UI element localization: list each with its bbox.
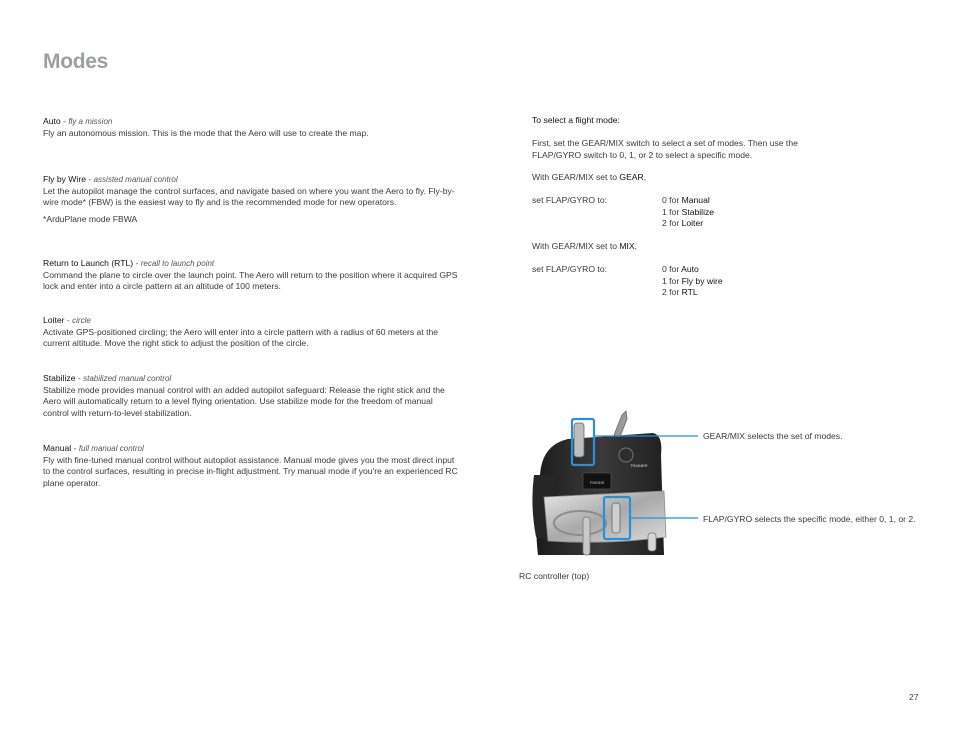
- gear-flap-label: set FLAP/GYRO to:: [532, 195, 607, 205]
- gear-option: 2 for Loiter: [662, 218, 704, 229]
- trainer-badge: TRAINER: [630, 463, 648, 468]
- mode-description: Command the plane to circle over the launch point. The Aero will return to the position where it acquired GPS lock and enter into a circle pattern at an altitude of 100 meters.: [43, 269, 458, 292]
- page-number: 27: [909, 692, 919, 702]
- mix-option: 2 for RTL: [662, 287, 698, 298]
- page-title: Modes: [43, 50, 109, 73]
- left-stick-shape: [583, 517, 590, 555]
- mode-subtitle: fly a mission: [68, 117, 113, 126]
- gear-value: GEAR: [619, 172, 644, 182]
- mix-set-line: With GEAR/MIX set to MIX,: [532, 241, 638, 251]
- screen-text: FMODE: [590, 480, 605, 485]
- mix-value: MIX: [619, 241, 635, 251]
- mode-fly-by-wire: Fly by Wire - assisted manual control Let the autopilot manage the control surfaces, and navigate based on where you want the Aero to fly. Fly-by-wire mode* (FBW) is the easiest way to fly and is the recommended mode for new operators. *ArduPlane mode FBWA: [43, 174, 458, 225]
- figure-caption: RC controller (top): [519, 571, 590, 581]
- mix-option: 1 for Fly by wire: [662, 275, 723, 286]
- mix-options: [662, 264, 723, 299]
- mode-loiter: Loiter - circle Activate GPS-positioned circling; the Aero will enter into a circle pattern with a radius of 60 meters at the current altitude. Move the right stick to adjust the position of the circle.: [43, 315, 458, 350]
- knob-shape: [619, 448, 633, 462]
- mode-description: Let the autopilot manage the control surfaces, and navigate based on where you want the Aero to fly. Fly-by-wire mode* (FBW) is the easiest way to fly and is the recommended mode for new operators.: [43, 185, 455, 208]
- right-stick-shape: [648, 533, 656, 551]
- mode-description: Fly an autonomous mission. This is the mode that the Aero will use to create the map.: [43, 127, 369, 138]
- antenna-shape: [614, 411, 627, 437]
- mode-subtitle: assisted manual control: [93, 175, 178, 184]
- gear-option: 1 for Stabilize: [662, 206, 715, 217]
- mode-auto: Auto - fly a mission Fly an autonomous mission. This is the mode that the Aero will use to create the map.: [43, 116, 458, 139]
- mode-name: Loiter: [43, 315, 65, 325]
- mode-description: Activate GPS-positioned circling; the Aero will enter into a circle pattern with a radius of 60 meters at the current altitude. Move the right stick to adjust the position of the circle.: [43, 326, 439, 349]
- select-heading: To select a flight mode:: [532, 115, 620, 125]
- mode-name: Return to Launch (RTL): [43, 258, 134, 268]
- mode-subtitle: circle: [72, 316, 91, 325]
- flap-gyro-switch-shape: [612, 503, 620, 533]
- mode-manual: Manual - full manual control Fly with fine-tuned manual control without autopilot assistance. Manual mode gives you the most direct input to the control surfaces, resulting in precise in-flight adjustment. Try manual mode if you're an experienced RC plane operator.: [43, 443, 458, 488]
- gear-options: [662, 195, 714, 230]
- mode-subtitle: recall to launch point: [140, 259, 215, 268]
- mix-flap-label: set FLAP/GYRO to:: [532, 264, 607, 274]
- mix-option: 0 for Auto: [662, 264, 699, 274]
- gear-option: 0 for Manual: [662, 195, 710, 205]
- mode-name: Stabilize: [43, 373, 76, 383]
- mode-rtl: Return to Launch (RTL) - recall to launch point Command the plane to circle over the launch point. The Aero will return to the position where it acquired GPS lock and enter into a circle pattern at an altitude of 100 meters.: [43, 258, 458, 292]
- mode-description: Fly with fine-tuned manual control without autopilot assistance. Manual mode gives you the most direct input to the control surfaces, resulting in precise in-flight adjustment. Try manual mode if you're an experienced RC plane operator.: [43, 454, 458, 488]
- select-intro: First, set the GEAR/MIX switch to select a set of modes. Then use the FLAP/GYRO switch to 0, 1, or 2 to select a specific mode.: [532, 138, 798, 160]
- mode-footnote: *ArduPlane mode FBWA: [43, 213, 138, 224]
- gear-set-line: With GEAR/MIX set to GEAR,: [532, 172, 647, 182]
- mode-subtitle: stabilized manual control: [83, 374, 172, 383]
- flap-gyro-callout: FLAP/GYRO selects the specific mode, either 0, 1, or 2.: [703, 514, 916, 524]
- mode-description: Stabilize mode provides manual control with an added autopilot safeguard: Release the right stick and the Aero will automatically return to a level flying orientation. Use stabilize mode for the freedom of manual control with return-to-level stabilization.: [43, 384, 445, 418]
- gear-mix-switch-shape: [574, 423, 584, 457]
- mode-stabilize: Stabilize - stabilized manual control Stabilize mode provides manual control with an added autopilot safeguard: Release the right stick and the Aero will automatically return to a level flying orientation. Use stabilize mode for the freedom of manual control with return-to-level stabilization.: [43, 373, 458, 419]
- rc-controller-image: [528, 405, 708, 567]
- mode-name: Auto: [43, 116, 61, 126]
- mode-name: Manual: [43, 443, 72, 453]
- mode-subtitle: full manual control: [78, 444, 144, 453]
- gear-mix-callout: GEAR/MIX selects the set of modes.: [703, 431, 843, 441]
- mode-name: Fly by Wire: [43, 174, 86, 184]
